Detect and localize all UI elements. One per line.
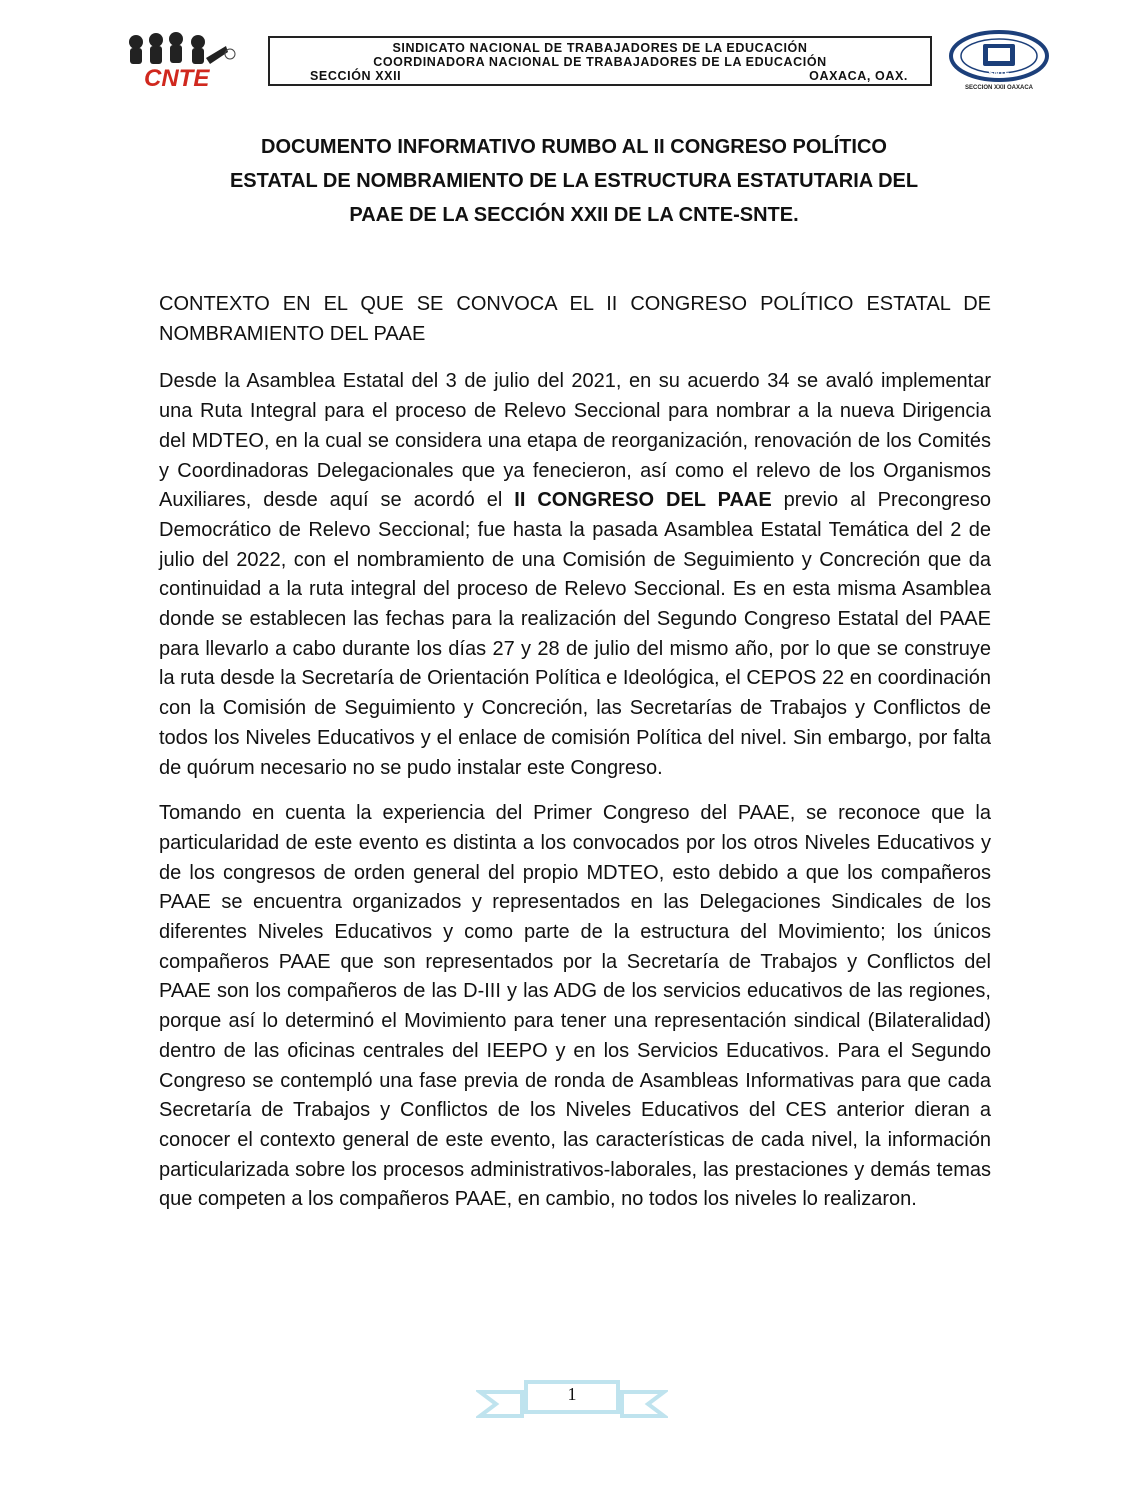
- paragraph-2: Tomando en cuenta la experiencia del Primer Congreso del PAAE, se reconoce que la particularidad de este evento es distinta a los convocados por los otros Niveles Educativos y de los congresos de orden general del propio MDTEO, esto debido a que los compañeros PAAE se encuentra organizados y representados en las Delegaciones Sindicales de los diferentes Niveles Educativos y como parte de la estructura del Movimiento; los únicos compañeros PAAE que son representados por la Secretaría de Trabajos y Conflictos del PAAE son los compañeros de las D-III y las ADG de los servicios educativos de las regiones, porque así lo determinó el Movimiento para tener una representación sindical (Bilateralidad) dentro de las oficinas centrales del IEEPO y en los Servicios Educativos. Para el Segundo Congreso se contempló una fase previa de ronda de Asambleas Informativas para que cada Secretaría de Trabajos y Conflictos de los Niveles Educativos del CES anterior dieran a conocer el contexto general de este evento, las características de cada nivel, la información particularizada sobre los procesos administrativos-laborales, las prestaciones y demás temas que competen a los compañeros PAAE, en cambio, no todos los niveles lo realizaron.: [159, 802, 991, 1211]
- page-number: 1: [567, 1384, 577, 1404]
- title-line-2: ESTATAL DE NOMBRAMIENTO DE LA ESTRUCTURA ESTATUTARIA DEL: [229, 170, 919, 192]
- snte-seal-subtext: SECCION XXII OAXACA: [964, 85, 1034, 91]
- paragraph-1-start: Desde la Asamblea Estatal del 3 de julio del 2021, en su acuerdo 34 se avaló implementar una Ruta Integral para el proceso de Relevo Seccional para nombrar a la nueva Dirigencia del MDTEO, en la cual se considera una etapa de reorganización, renovación de los Comités y Coordinadoras Delegacionales que ya fenecieron, así como el relevo de los Organismos Auxiliares, desde aquí se acordó el: [159, 370, 991, 512]
- union-name: SINDICATO NACIONAL DE TRABAJADORES DE LA EDUCACIÓN: [392, 41, 808, 55]
- section-heading: CONTEXTO EN EL QUE SE CONVOCA EL II CONGRESO POLÍTICO ESTATAL DE NOMBRAMIENTO DEL PAAE: [159, 293, 991, 345]
- coordinator-name: COORDINADORA NACIONAL DE TRABAJADORES DE LA EDUCACIÓN: [373, 55, 827, 69]
- title-line-1: DOCUMENTO INFORMATIVO RUMBO AL II CONGRESO POLÍTICO: [261, 136, 887, 158]
- section-name: SECCIÓN XXII: [310, 69, 402, 83]
- location: OAXACA, OAX.: [809, 69, 908, 83]
- title-line-3: PAAE DE LA SECCIÓN XXII DE LA CNTE-SNTE.: [349, 204, 799, 226]
- section-location-line: [278, 69, 922, 83]
- page-footer: [476, 1378, 668, 1424]
- paragraph-1: [159, 367, 991, 783]
- cnte-logo-text: CNTE: [144, 65, 210, 90]
- paragraph-1-end: previo al Precongreso Democrático de Relevo Seccional; fue hasta la pasada Asamblea Estatal Temática del 2 de julio del 2022, con el nombramiento de una Comisión de Seguimiento y Concreción que da continuidad a la ruta integral del proceso de Relevo Seccional. Es en esta misma Asamblea donde se establecen las fechas para la realización del Segundo Congreso Estatal del PAAE para llevarlo a cabo durante los días 27 y 28 de julio del mismo año, por lo que se construye la ruta desde la Secretaría de Orientación Política e Ideológica, el CEPOS 22 en coordinación con la Comisión de Seguimiento y Concreción, las Secretarías de Trabajos y Conflictos de todos los Niveles Educativos y el enlace de comisión Política del nivel. Sin embargo, por falta de quórum necesario no se pudo instalar este Congreso.: [159, 489, 992, 779]
- snte-seal-text: SNTE: [988, 69, 1010, 78]
- letterhead-box: [268, 36, 932, 86]
- letterhead: [0, 0, 1148, 110]
- document-body: [159, 290, 991, 1231]
- paragraph-1-emphasis: II CONGRESO DEL PAAE: [514, 489, 772, 512]
- cnte-logo: [122, 28, 252, 90]
- document-title: [150, 130, 998, 232]
- snte-seal: [945, 30, 1053, 92]
